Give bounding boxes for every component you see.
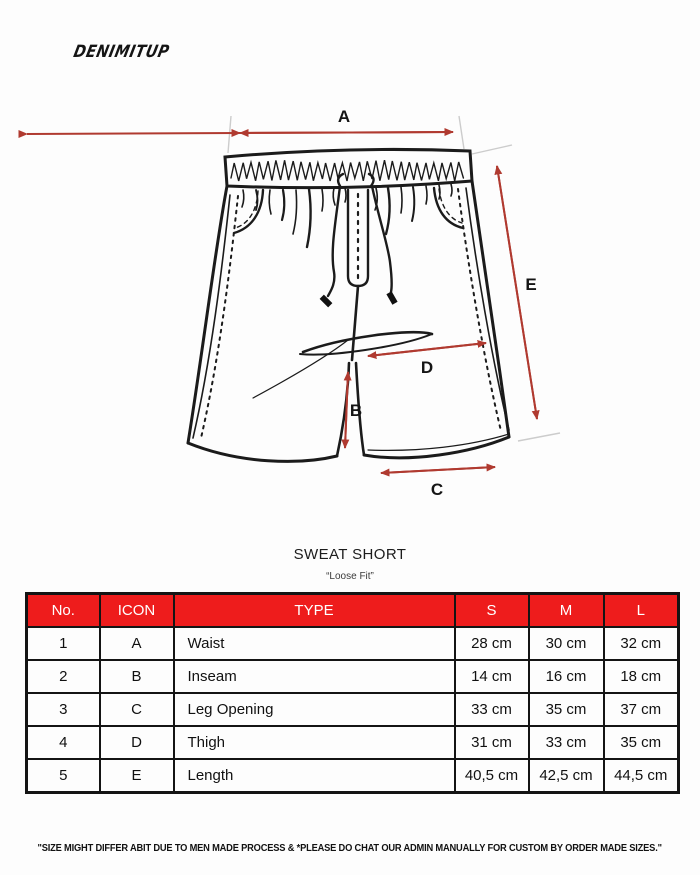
size-table-header-row [27,594,679,628]
table-row [27,627,679,660]
cell-m: 42,5 cm [529,759,604,793]
measure-label-a: A [337,107,351,126]
cell-type: Thigh [174,726,455,759]
cell-type: Waist [174,627,455,660]
cell-s: 40,5 cm [455,759,529,793]
header-m: M [529,594,604,628]
cell-icon: A [100,627,174,660]
measure-label-e: E [525,275,537,294]
measure-label-d: D [420,358,434,377]
cell-l: 32 cm [604,627,679,660]
cell-icon: E [100,759,174,793]
aglet-left [320,295,333,308]
cell-m: 30 cm [529,627,604,660]
cell-s: 28 cm [455,627,529,660]
cell-no: 4 [27,726,100,759]
cell-m: 33 cm [529,726,604,759]
table-row [27,693,679,726]
cell-no: 1 [27,627,100,660]
cell-l: 37 cm [604,693,679,726]
table-row [27,726,679,759]
brand-logo: DENIMITUP [71,42,172,62]
fly-placket [348,190,368,360]
aglet-right [386,291,397,304]
drawstring [328,174,392,296]
cell-s: 33 cm [455,693,529,726]
measure-arrow-a [27,133,240,134]
cell-s: 14 cm [455,660,529,693]
cell-icon: B [100,660,174,693]
cell-l: 35 cm [604,726,679,759]
table-row [27,759,679,793]
disclaimer-footer [0,838,700,856]
product-title: SWEAT SHORT [293,546,407,563]
cell-type: Inseam [174,660,455,693]
cell-icon: D [100,726,174,759]
cell-m: 35 cm [529,693,604,726]
shorts-sketch [188,149,509,461]
cell-l: 44,5 cm [604,759,679,793]
product-fit-subtitle: “Loose Fit” [326,571,374,582]
cell-type: Leg Opening [174,693,455,726]
header-no: No. [27,594,100,628]
table-row [27,660,679,693]
disclaimer-text: "SIZE MIGHT DIFFER ABIT DUE TO MEN MADE PROCESS & *PLEASE DO CHAT OUR ADMIN MANUALLY FOR CUSTOM BY ORDER MADE SIZES." [37,843,663,854]
cell-type: Length [174,759,455,793]
crotch-fold [253,332,432,398]
cell-no: 3 [27,693,100,726]
header-s: S [455,594,529,628]
measure-label-c: C [430,480,444,499]
cell-m: 16 cm [529,660,604,693]
cell-icon: C [100,693,174,726]
cell-no: 5 [27,759,100,793]
pocket-right [434,188,463,228]
size-table [25,592,680,794]
header-l: L [604,594,679,628]
cell-no: 2 [27,660,100,693]
header-icon: ICON [100,594,174,628]
cell-s: 31 cm [455,726,529,759]
measure-label-b: B [349,401,363,420]
cell-l: 18 cm [604,660,679,693]
header-type: TYPE [174,594,455,628]
